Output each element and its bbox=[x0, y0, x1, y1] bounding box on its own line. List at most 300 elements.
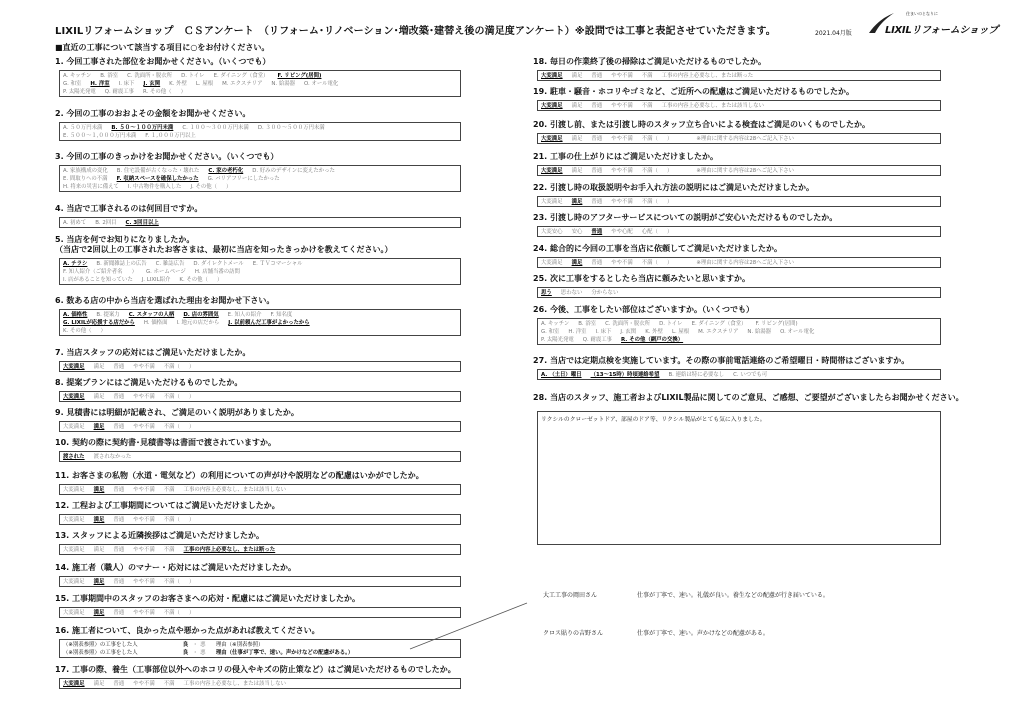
answer-box bbox=[59, 607, 461, 618]
answer-option[interactable]: B. 提案力 bbox=[96, 312, 120, 318]
answer-option[interactable]: やや不満 bbox=[133, 579, 155, 585]
answer-option[interactable]: 普通 bbox=[113, 610, 125, 616]
answer-option[interactable]: H. 将来の災害に備えて bbox=[63, 184, 119, 190]
answer-box bbox=[59, 421, 461, 432]
answer-option[interactable]: H. 店舗当番の訪問 bbox=[194, 269, 240, 275]
selected-option[interactable]: C. スタッフの人柄 bbox=[128, 312, 175, 318]
question-title-text: 4. 当店で工事されるのは何回目ですか。 bbox=[55, 204, 203, 213]
answer-box bbox=[59, 678, 461, 689]
selected-option[interactable]: F. リビング(居間) bbox=[277, 73, 322, 79]
answer-option[interactable]: 普通 bbox=[113, 681, 125, 687]
answer-option[interactable]: ） bbox=[188, 579, 195, 585]
option-row bbox=[63, 319, 457, 327]
option-row bbox=[541, 289, 937, 297]
question-title bbox=[55, 563, 461, 573]
answer-option[interactable]: I. 中古物件を購入した bbox=[127, 184, 182, 190]
bad-option[interactable]: 悪 bbox=[200, 642, 206, 648]
selected-option[interactable]: J. 玄関 bbox=[143, 81, 161, 87]
answer-option[interactable]: やや不満 bbox=[133, 517, 155, 523]
option-row bbox=[541, 228, 937, 236]
answer-option[interactable]: D. トイレ bbox=[659, 321, 683, 327]
question-23 bbox=[533, 213, 941, 237]
answer-option[interactable]: ） bbox=[216, 277, 223, 283]
option-row bbox=[63, 88, 457, 96]
answer-option[interactable]: 思わない bbox=[560, 290, 583, 296]
answer-option[interactable]: ） bbox=[188, 517, 195, 523]
answer-option[interactable]: ） bbox=[666, 136, 673, 142]
question-7 bbox=[55, 348, 461, 372]
answer-option[interactable]: やや不満 bbox=[611, 199, 633, 205]
answer-option[interactable]: G. 和室 bbox=[541, 329, 560, 335]
answer-option[interactable]: ） bbox=[100, 328, 106, 334]
answer-option[interactable]: C. １００～３００万円未満 bbox=[182, 125, 249, 131]
answer-option[interactable]: G. バリアフリーにしたかった bbox=[207, 176, 280, 182]
answer-option[interactable]: J. LIXIL紹介 bbox=[141, 277, 171, 283]
answer-option[interactable]: N. 給湯器 bbox=[271, 81, 296, 87]
answer-option[interactable]: 大変満足 bbox=[541, 260, 563, 266]
question-title-text: 13. スタッフによる近隣挨拶はご満足いただけましたか。 bbox=[55, 531, 264, 540]
answer-option[interactable]: J. 玄関 bbox=[620, 329, 637, 335]
answer-option[interactable]: 普通 bbox=[591, 103, 603, 109]
option-row bbox=[63, 124, 457, 132]
answer-box[interactable] bbox=[59, 639, 461, 658]
selected-option[interactable]: J. 以前頼んだ工事がよかったから bbox=[228, 320, 310, 326]
selected-option[interactable]: 大変満足 bbox=[541, 73, 563, 79]
selected-option[interactable]: 満足 bbox=[93, 610, 105, 616]
bad-option[interactable]: 悪 bbox=[200, 650, 206, 656]
answer-option[interactable]: ） bbox=[188, 610, 195, 616]
question-title bbox=[533, 87, 941, 97]
answer-option[interactable]: 工事の内容上必要なし、または該当しない bbox=[183, 487, 286, 493]
answer-option[interactable]: 不満（ bbox=[641, 260, 658, 266]
answer-option[interactable]: D. ３００～５００万円未満 bbox=[257, 125, 325, 131]
question-title bbox=[55, 235, 461, 255]
selected-option[interactable]: 大変満足 bbox=[63, 364, 85, 370]
answer-option[interactable]: ） bbox=[180, 89, 186, 95]
selected-option[interactable]: 思う bbox=[541, 290, 552, 296]
answer-option[interactable]: 普通 bbox=[591, 136, 603, 142]
question-title bbox=[533, 244, 941, 254]
answer-option[interactable]: ） bbox=[188, 364, 195, 370]
logo-brand-name: LIXILリフォームショップ bbox=[885, 25, 998, 36]
answer-option[interactable]: L. 屋根 bbox=[195, 81, 214, 87]
answer-option[interactable]: D. トイレ bbox=[181, 73, 205, 79]
option-row bbox=[63, 260, 457, 268]
answer-option[interactable]: A. ５０万円未満 bbox=[63, 125, 103, 131]
option-row bbox=[63, 453, 457, 461]
question-title bbox=[55, 152, 461, 162]
answer-option[interactable]: 不満（ bbox=[163, 579, 180, 585]
good-option[interactable]: 良 bbox=[182, 642, 189, 648]
option-row bbox=[63, 80, 457, 88]
answer-option[interactable]: E. ダイニング（食堂） bbox=[691, 321, 747, 327]
answer-option[interactable]: 工事の内容上必要なし、または該当しない bbox=[183, 681, 286, 687]
answer-option[interactable]: C. いつでも可 bbox=[733, 372, 768, 378]
question-title bbox=[533, 213, 941, 223]
question-15 bbox=[55, 594, 461, 618]
answer-box bbox=[59, 576, 461, 587]
question-title-text: 18. 毎日の作業終了後の掃除はご満足いただけるものでしたか。 bbox=[533, 57, 766, 66]
question-5 bbox=[55, 235, 461, 285]
logo-tagline: 住まいのとなりに bbox=[906, 11, 938, 16]
answer-option[interactable]: 満足 bbox=[93, 681, 105, 687]
answer-option[interactable]: やや不満 bbox=[611, 260, 633, 266]
answer-option[interactable]: 大変満足 bbox=[63, 487, 85, 493]
question-title-text: 21. 工事の仕上がりにはご満足いただけましたか。 bbox=[533, 152, 718, 161]
selected-option[interactable]: 大変満足 bbox=[541, 136, 563, 142]
question-title-text: 20. 引渡し前、または引渡し時のスタッフ立ち合いによる検査はご満足のいくものでしたか。 bbox=[533, 120, 870, 129]
question-title bbox=[533, 57, 941, 67]
selected-option[interactable]: 渡された bbox=[63, 454, 85, 460]
answer-option[interactable]: ） bbox=[666, 199, 673, 205]
question-title bbox=[533, 274, 941, 284]
answer-option[interactable]: D. 好みのデザインに変えたかった bbox=[252, 168, 335, 174]
selected-option[interactable]: 工事の内容上必要なし、または断った bbox=[183, 547, 276, 553]
option-row bbox=[541, 135, 937, 143]
answer-option[interactable]: O. オール電化 bbox=[780, 329, 815, 335]
answer-option[interactable]: B. 住宅設備が古くなった・壊れた bbox=[116, 168, 200, 174]
answer-option[interactable]: 渡されなかった bbox=[93, 454, 132, 460]
selected-option[interactable]: A. 価格性 bbox=[63, 312, 88, 318]
note-text: ※理由に関する内容は28へご記入下さい bbox=[696, 136, 794, 142]
answer-option[interactable]: 満足 bbox=[571, 168, 583, 174]
selected-option[interactable]: （13～15時）時頃連絡希望 bbox=[590, 372, 660, 378]
answer-option[interactable]: A. 家族構成の変化 bbox=[63, 168, 108, 174]
answer-option[interactable]: 大変満足 bbox=[63, 579, 85, 585]
answer-option[interactable]: B. 新聞雑誌上の広告 bbox=[96, 261, 147, 267]
question-18 bbox=[533, 57, 941, 81]
answer-option[interactable]: O. オール電化 bbox=[304, 81, 339, 87]
answer-option[interactable]: 不満（ bbox=[163, 394, 180, 400]
answer-option[interactable]: I. 床下 bbox=[595, 329, 612, 335]
answer-option[interactable]: 工事の内容上必要なし、または該当しない bbox=[661, 103, 764, 109]
question-title bbox=[55, 531, 461, 541]
answer-option[interactable]: 満足 bbox=[93, 364, 105, 370]
answer-option[interactable]: I. 床下 bbox=[118, 81, 135, 87]
answer-option[interactable]: やや不満 bbox=[133, 487, 155, 493]
answer-option[interactable]: Q. 耐震工事 bbox=[104, 89, 135, 95]
question-title bbox=[533, 183, 941, 193]
answer-option[interactable]: K. その他（ bbox=[63, 328, 92, 334]
answer-box bbox=[537, 257, 941, 268]
selected-option[interactable]: 満足 bbox=[93, 487, 105, 493]
answer-option[interactable]: 満足 bbox=[571, 103, 583, 109]
answer-option[interactable]: K. 外壁 bbox=[169, 81, 187, 87]
answer-option[interactable]: P. 太陽光発電 bbox=[63, 89, 96, 95]
answer-option[interactable]: 不満 bbox=[163, 681, 175, 687]
question-title-text: 7. 当店スタッフの応対にはご満足いただけましたか。 bbox=[55, 348, 251, 357]
answer-option[interactable]: 大変満足 bbox=[63, 547, 85, 553]
answer-option[interactable]: H. 洋室 bbox=[568, 329, 587, 335]
answer-option[interactable]: 大変満足 bbox=[63, 424, 85, 430]
answer-option[interactable]: やや不満 bbox=[133, 610, 155, 616]
answer-option[interactable]: やや不満 bbox=[133, 547, 155, 553]
selected-option[interactable]: 大変満足 bbox=[541, 168, 563, 174]
answer-option[interactable]: やや不満 bbox=[611, 73, 633, 79]
answer-option[interactable]: ） bbox=[666, 229, 673, 235]
question-16 bbox=[55, 626, 461, 658]
selected-option[interactable]: A. チラシ bbox=[63, 261, 88, 267]
question-25 bbox=[533, 274, 941, 298]
answer-option[interactable]: N. 給湯器 bbox=[747, 329, 772, 335]
comment-text: リクシルのクローゼットドア、部屋のドア等、リクシル製品がとても気に入りました。 bbox=[541, 417, 766, 423]
answer-option[interactable]: C. 洗面所・脱衣所 bbox=[605, 321, 651, 327]
option-row bbox=[541, 320, 937, 328]
answer-option[interactable]: K. 外壁 bbox=[645, 329, 663, 335]
selected-option[interactable]: 普通 bbox=[591, 229, 603, 235]
answer-option[interactable]: 満足 bbox=[571, 73, 583, 79]
answer-option[interactable]: 大変安心 bbox=[541, 229, 563, 235]
question-title-text: 14. 施工者（職人）のマナー・応対にはご満足いただけましたか。 bbox=[55, 563, 296, 572]
answer-option[interactable]: やや不満 bbox=[133, 394, 155, 400]
question-title-text: 26. 今後、工事をしたい部位はございますか。（いくつでも） bbox=[533, 305, 754, 314]
answer-option[interactable]: 満足 bbox=[93, 394, 105, 400]
selected-option[interactable]: C. 家の老朽化 bbox=[208, 168, 244, 174]
question-title bbox=[55, 471, 461, 481]
option-row bbox=[63, 546, 457, 554]
answer-option[interactable]: F. 知人紹介（ご紹介者名 bbox=[63, 269, 123, 275]
question-11 bbox=[55, 471, 461, 495]
answer-option[interactable]: ） bbox=[226, 184, 232, 190]
question-title-text: 24. 総合的に今回の工事を当店に依頼してご満足いただけましたか。 bbox=[533, 244, 782, 253]
answer-option[interactable]: ） bbox=[131, 269, 137, 275]
answer-option[interactable]: やや不満 bbox=[611, 168, 633, 174]
selected-option[interactable]: 満足 bbox=[93, 517, 105, 523]
answer-option[interactable]: I. 店があることを知っていた bbox=[63, 277, 133, 283]
answer-option[interactable]: 満足 bbox=[93, 547, 105, 553]
answer-option[interactable]: やや心配 bbox=[611, 229, 633, 235]
answer-option[interactable]: 不満（ bbox=[163, 610, 180, 616]
selected-option[interactable]: 大変満足 bbox=[541, 103, 563, 109]
answer-option[interactable]: I. 地元の店だから bbox=[176, 320, 220, 326]
answer-option[interactable]: E. ＴＶコマーシャル bbox=[252, 261, 303, 267]
selected-option[interactable]: D. 店の雰囲気 bbox=[183, 312, 219, 318]
answer-option[interactable]: 普通 bbox=[113, 424, 125, 430]
answer-option[interactable]: 不満（ bbox=[163, 517, 180, 523]
question-10 bbox=[55, 438, 461, 462]
option-row bbox=[63, 327, 457, 335]
answer-option[interactable]: A. キッチン bbox=[541, 321, 570, 327]
selected-option[interactable]: H. 洋室 bbox=[90, 81, 110, 87]
answer-option[interactable]: 工事の内容上必要なし、または断った bbox=[661, 73, 754, 79]
answer-option[interactable]: P. 太陽光発電 bbox=[541, 337, 574, 343]
answer-box bbox=[537, 369, 941, 380]
selected-option[interactable]: 満足 bbox=[93, 579, 105, 585]
answer-box bbox=[537, 318, 941, 345]
answer-option[interactable]: 普通 bbox=[113, 579, 125, 585]
option-row bbox=[63, 167, 457, 175]
answer-option[interactable]: B. 連絡は特に必要なし bbox=[668, 372, 725, 378]
question-26 bbox=[533, 305, 941, 345]
answer-option[interactable]: R. その他（ bbox=[143, 89, 172, 95]
answer-option[interactable]: M. エクステリア bbox=[222, 81, 263, 87]
answer-option[interactable]: B. 2回目 bbox=[95, 220, 117, 226]
answer-option[interactable]: 心配（ bbox=[641, 229, 658, 235]
question-title-text: 2. 今回の工事のおおよその金額をお聞かせください。 bbox=[55, 109, 251, 118]
note-text: ※理由に関する内容は28へご記入下さい bbox=[696, 168, 794, 174]
question-subtitle: （当店で2回以上の工事されたお客さまは、最初に当店を知ったきっかけを教えてください。） bbox=[55, 245, 393, 254]
question-title-text: 1. 今回工事された部位をお聞かせください。（いくつでも） bbox=[55, 57, 271, 66]
answer-option[interactable]: L. 屋根 bbox=[671, 329, 690, 335]
question-title: 16. 施工者について、良かった点や悪かった点があれば教えてください。 bbox=[55, 626, 320, 635]
answer-option[interactable]: A. 初めて bbox=[63, 220, 87, 226]
answer-option[interactable]: J. その他（ bbox=[190, 184, 218, 190]
question-title bbox=[533, 152, 941, 162]
option-row bbox=[63, 219, 457, 227]
question-title-text: 3. 今回の工事のきっかけをお聞かせください。（いくつでも） bbox=[55, 152, 279, 161]
answer-option[interactable]: 普通 bbox=[113, 394, 125, 400]
question-17 bbox=[55, 665, 461, 689]
answer-box bbox=[59, 484, 461, 495]
question-title-text: 6. 数ある店の中から当店を選ばれた理由をお聞かせ下さい。 bbox=[55, 296, 275, 305]
question-24 bbox=[533, 244, 941, 268]
question-title-text: 11. お客さまの私物（水道・電気など）の利用についての声がけや説明などの配慮はいかがでしたか。 bbox=[55, 471, 424, 480]
selected-option[interactable]: 満足 bbox=[93, 424, 105, 430]
answer-option[interactable]: 大変満足 bbox=[63, 517, 85, 523]
selected-option[interactable]: 大変満足 bbox=[63, 394, 85, 400]
answer-option[interactable]: H. 価格面 bbox=[143, 320, 168, 326]
q16-row-1: （※別表参照）の工事をした人 良 ・ 悪 理由（※別表参照） bbox=[63, 642, 264, 648]
answer-option[interactable]: ） bbox=[666, 260, 673, 266]
option-row bbox=[63, 132, 457, 140]
option-row bbox=[63, 578, 457, 586]
answer-option[interactable]: 普通 bbox=[591, 199, 603, 205]
good-option[interactable]: 良 bbox=[182, 650, 189, 656]
answer-option[interactable]: E. ダイニング（食堂） bbox=[213, 73, 269, 79]
selected-option[interactable]: B. ５０～１００万円未満 bbox=[111, 125, 174, 131]
answer-option[interactable]: やや不満 bbox=[611, 103, 633, 109]
answer-option[interactable]: 不満（ bbox=[641, 136, 658, 142]
answer-option[interactable]: 普通 bbox=[113, 364, 125, 370]
question-13 bbox=[55, 531, 461, 555]
answer-box bbox=[59, 122, 461, 141]
selected-option[interactable]: 満足 bbox=[571, 260, 583, 266]
selected-option[interactable]: F. 収納スペースを確保したかった bbox=[116, 176, 199, 182]
question-title-text: 10. 契約の際に契約書･見積書等は書面で渡されていますか。 bbox=[55, 438, 276, 447]
answer-option[interactable]: やや不満 bbox=[611, 136, 633, 142]
answer-option[interactable]: B. 浴室 bbox=[100, 73, 119, 79]
answer-option[interactable]: E. 間取りへの不満 bbox=[63, 176, 108, 182]
question-title-text: 12. 工程および工事期間についてはご満足いただけましたか。 bbox=[55, 501, 280, 510]
question-title-text: 5. 当店を何でお知りになりましたか。 bbox=[55, 235, 195, 244]
option-row bbox=[541, 371, 937, 379]
question-title bbox=[55, 348, 461, 358]
answer-option[interactable]: 普通 bbox=[591, 168, 603, 174]
question-22 bbox=[533, 183, 941, 207]
selected-option[interactable]: 大変満足 bbox=[63, 681, 85, 687]
q16-row-2: （※別表参照）の工事をした人 良 ・ 悪 理由（仕事が丁寧で、速い。声かけなどの配慮がある。） bbox=[63, 650, 354, 656]
selected-option[interactable]: C. 3回目以上 bbox=[125, 220, 159, 226]
answer-option[interactable]: 分からない bbox=[591, 290, 619, 296]
comment-box[interactable] bbox=[537, 411, 941, 545]
answer-option[interactable]: 普通 bbox=[591, 260, 603, 266]
answer-option[interactable]: 不満 bbox=[163, 547, 175, 553]
answer-option[interactable]: やや不満 bbox=[133, 364, 155, 370]
question-title: 28. 当店のスタッフ、施工者およびLIXIL製品に関してのご意見、ご感想、ご要望がございましたらお聞かせください。 bbox=[533, 393, 964, 402]
answer-option[interactable]: 不満（ bbox=[163, 424, 180, 430]
question-title bbox=[55, 594, 461, 604]
question-21 bbox=[533, 152, 941, 176]
answer-option[interactable]: やや不満 bbox=[133, 424, 155, 430]
answer-box bbox=[59, 544, 461, 555]
answer-option[interactable]: ） bbox=[188, 394, 195, 400]
question-title-text: 8. 提案プランにはご満足いただけるものでしたか。 bbox=[55, 378, 243, 387]
answer-option[interactable]: 不満 bbox=[163, 487, 175, 493]
selected-option[interactable]: 満足 bbox=[571, 199, 583, 205]
question-title bbox=[55, 501, 461, 511]
answer-option[interactable]: B. 浴室 bbox=[578, 321, 597, 327]
question-28 bbox=[533, 393, 964, 403]
question-title-text: 22. 引渡し時の取扱説明やお手入れ方法の説明にはご満足いただけましたか。 bbox=[533, 183, 814, 192]
answer-option[interactable]: F. 知名度 bbox=[270, 312, 293, 318]
answer-option[interactable]: F. リビング(居間) bbox=[755, 321, 798, 327]
answer-option[interactable]: M. エクステリア bbox=[698, 329, 739, 335]
question-title bbox=[55, 57, 461, 67]
answer-option[interactable]: E. ５００～１,０００万円未満 bbox=[63, 133, 137, 139]
question-title-text: 15. 工事期間中のスタッフのお客さまへの応対・配慮にはご満足いただけましたか。 bbox=[55, 594, 360, 603]
selected-option[interactable]: A. （土日）曜日 bbox=[541, 372, 582, 378]
answer-option[interactable]: 満足 bbox=[571, 136, 583, 142]
answer-option[interactable]: 安心 bbox=[571, 229, 583, 235]
question-title bbox=[55, 408, 461, 418]
answer-option[interactable]: Q. 耐震工事 bbox=[582, 337, 613, 343]
answer-option[interactable]: 不満 bbox=[641, 103, 653, 109]
answer-option[interactable]: C. 雑誌広告 bbox=[155, 261, 185, 267]
answer-option[interactable]: 普通 bbox=[113, 487, 125, 493]
annex-name-1: 大工工事の岡田さん bbox=[543, 592, 598, 599]
answer-option[interactable]: E. 知人の紹介 bbox=[227, 312, 262, 318]
annex-comment-2: 仕事が丁寧で、速い。声かけなどの配慮がある。 bbox=[637, 630, 769, 637]
answer-option[interactable]: 普通 bbox=[591, 73, 603, 79]
answer-option[interactable]: K. その他（ bbox=[179, 277, 208, 283]
answer-option[interactable]: 大変満足 bbox=[63, 610, 85, 616]
question-2 bbox=[55, 109, 461, 141]
answer-option[interactable]: 不満（ bbox=[641, 199, 658, 205]
answer-option[interactable]: 普通 bbox=[113, 547, 125, 553]
answer-option[interactable]: C. 洗面所・脱衣所 bbox=[127, 73, 173, 79]
answer-option[interactable]: 不満（ bbox=[163, 364, 180, 370]
answer-option[interactable]: D. ダイレクトメール bbox=[193, 261, 244, 267]
question-1 bbox=[55, 57, 461, 97]
answer-option[interactable]: 普通 bbox=[113, 517, 125, 523]
answer-option[interactable]: 不満（ bbox=[641, 168, 658, 174]
answer-option[interactable]: やや不満 bbox=[133, 681, 155, 687]
note-text: ※理由に関する内容は28へご記入下さい bbox=[696, 260, 794, 266]
question-title-text: 27. 当店では定期点検を実施しています。その際の事前電話連絡のご希望曜日・時間帯はございますか。 bbox=[533, 356, 910, 365]
option-row bbox=[63, 609, 457, 617]
answer-option[interactable]: A. キッチン bbox=[63, 73, 92, 79]
answer-box bbox=[537, 100, 941, 111]
selected-option[interactable]: G. LIXILが応援する店だから bbox=[63, 320, 135, 326]
answer-option[interactable]: G. ホームページ bbox=[145, 269, 186, 275]
answer-option[interactable]: ） bbox=[666, 168, 673, 174]
answer-option[interactable]: F. １,０００万円以上 bbox=[145, 133, 196, 139]
answer-option[interactable]: G. 和室 bbox=[63, 81, 82, 87]
answer-box bbox=[59, 258, 461, 285]
option-row bbox=[541, 72, 937, 80]
lixil-logo bbox=[866, 9, 998, 37]
answer-option[interactable]: 大変満足 bbox=[541, 199, 563, 205]
option-row bbox=[63, 363, 457, 371]
question-4 bbox=[55, 204, 461, 228]
selected-option[interactable]: R. その他（網戸の交換） bbox=[621, 337, 684, 343]
option-row bbox=[63, 423, 457, 431]
answer-option[interactable]: ） bbox=[188, 424, 195, 430]
answer-option[interactable]: 不満 bbox=[641, 73, 653, 79]
answer-box bbox=[537, 226, 941, 237]
question-27 bbox=[533, 356, 941, 380]
annex-name-2: クロス貼りの吉野さん bbox=[543, 630, 604, 637]
